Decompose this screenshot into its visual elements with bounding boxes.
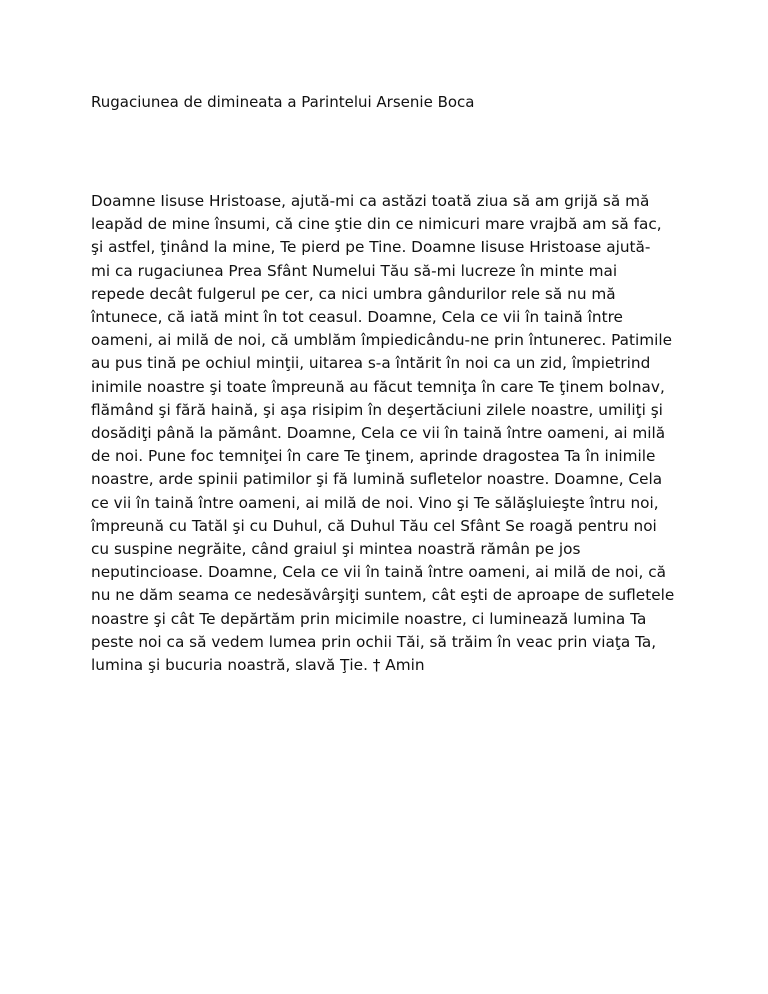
text-line: noastre şi cât Te depărtăm prin micimile noastre, ci luminează lumina Ta	[91, 609, 647, 628]
text-line: noastre, arde spinii patimilor şi fă lumină sufletelor noastre. Doamne, Cela	[91, 470, 663, 489]
text-line: de noi. Pune foc temniţei în care Te ţinem, aprinde dragostea Ta în inimile	[91, 447, 656, 466]
text-line: mi ca rugaciunea Prea Sfânt Numelui Tău să-mi lucreze în minte mai	[91, 261, 618, 280]
text-line: Doamne Iisuse Hristoase, ajută-mi ca astăzi toată ziua să am grijă să mă	[91, 192, 650, 210]
text-line: întunece, că iată mint în tot ceasul. Doamne, Cela ce vii în taină între	[91, 308, 623, 327]
prayer-text	[91, 190, 691, 677]
text-line: şi astfel, ţinând la mine, Te pierd pe Tine. Doamne Iisuse Hristoase ajută-	[91, 238, 651, 257]
text-line: ce vii în taină între oameni, ai milă de noi. Vino şi Te sălăşluieşte întru noi,	[91, 493, 659, 512]
text-line: dosădiţi până la pământ. Doamne, Cela ce vii în taină între oameni, ai milă	[91, 424, 666, 443]
text-line: neputincioase. Doamne, Cela ce vii în taină între oameni, ai milă de noi, că	[91, 563, 667, 582]
text-line: peste noi ca să vedem lumea prin ochii Tăi, să trăim în veac prin viaţa Ta,	[91, 632, 657, 651]
document-title: Rugaciunea de dimineata a Parintelui Arsenie Boca	[91, 93, 475, 111]
text-line: cu suspine negrăite, când graiul şi mintea noastră rămân pe jos	[91, 540, 581, 559]
text-line: au pus tină pe ochiul minţii, uitarea s-a întărit în noi ca un zid, împietrind	[91, 354, 651, 373]
text-line: flămând şi fără haină, şi aşa risipim în deşertăciuni zilele noastre, umiliţi şi	[91, 400, 663, 419]
text-line: lumina şi bucuria noastră, slavă Ţie. † Amin	[91, 656, 425, 675]
text-line: leapăd de mine însumi, că cine ştie din ce nimicuri mare vrajbă am să fac,	[91, 215, 662, 234]
text-line: împreună cu Tatăl şi cu Duhul, că Duhul Tău cel Sfânt Se roagă pentru noi	[91, 516, 657, 535]
text-line: repede decât fulgerul pe cer, ca nici umbra gândurilor rele să nu mă	[91, 284, 616, 303]
text-line: nu ne dăm seama ce nedesăvârşiţi suntem, cât eşti de aproape de sufletele	[91, 586, 675, 605]
text-line: oameni, ai milă de noi, că umblăm împiedicându-ne prin întunerec. Patimile	[91, 331, 673, 350]
text-line: inimile noastre şi toate împreună au făcut temniţa în care Te ţinem bolnav,	[91, 377, 665, 396]
